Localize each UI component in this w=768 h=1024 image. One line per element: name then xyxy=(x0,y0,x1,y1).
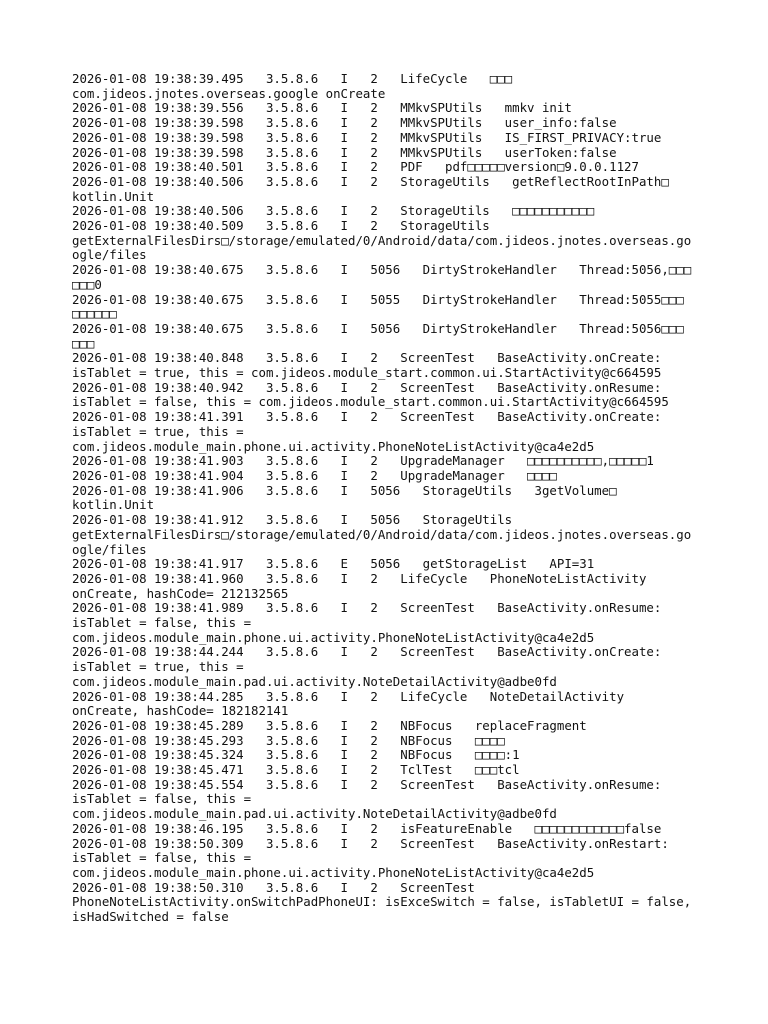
log-entry: 2026-01-08 19:38:45.293 3.5.8.6 I 2 NBFocus □□□□ xyxy=(72,732,505,748)
log-entry: 2026-01-08 19:38:41.960 3.5.8.6 I 2 LifeCycle PhoneNoteListActivity onCreate, hashCode= 212132565 xyxy=(72,570,647,601)
log-entry: 2026-01-08 19:38:40.675 3.5.8.6 I 5055 DirtyStrokeHandler Thread:5055□□□ □□□□□□ xyxy=(72,291,684,322)
log-entry: 2026-01-08 19:38:40.509 3.5.8.6 I 2 StorageUtils getExternalFilesDirs□/storage/emulated/0/Android/data/com.jideos.jnotes.overseas.go ogle/files xyxy=(72,218,692,263)
log-entry: 2026-01-08 19:38:40.506 3.5.8.6 I 2 StorageUtils getReflectRootInPath□ kotlin.Unit xyxy=(72,173,669,204)
log-page xyxy=(72,72,712,925)
log-entry: 2026-01-08 19:38:41.917 3.5.8.6 E 5056 getStorageList API=31 xyxy=(72,556,595,572)
log-entry: 2026-01-08 19:38:41.904 3.5.8.6 I 2 UpgradeManager □□□□ xyxy=(72,467,557,483)
log-entry: 2026-01-08 19:38:39.556 3.5.8.6 I 2 MMkvSPUtils mmkv init xyxy=(72,100,572,116)
log-entry: 2026-01-08 19:38:41.912 3.5.8.6 I 5056 StorageUtils getExternalFilesDirs□/storage/emulated/0/Android/data/com.jideos.jnotes.overseas.go ogle/files xyxy=(72,512,692,557)
log-entry: 2026-01-08 19:38:40.675 3.5.8.6 I 5056 DirtyStrokeHandler Thread:5056□□□ □□□ xyxy=(72,320,684,351)
log-entry: 2026-01-08 19:38:40.942 3.5.8.6 I 2 ScreenTest BaseActivity.onResume: isTablet = false, this = com.jideos.module_start.common.ui.StartActivity@c664595 xyxy=(72,379,669,410)
log-entry: 2026-01-08 19:38:50.309 3.5.8.6 I 2 ScreenTest BaseActivity.onRestart: isTablet = false, this = com.jideos.module_main.phone.ui.activity.PhoneNoteListActivity@ca4e2d5 xyxy=(72,835,669,880)
log-entry: 2026-01-08 19:38:39.598 3.5.8.6 I 2 MMkvSPUtils IS_FIRST_PRIVACY:true xyxy=(72,129,662,145)
log-entry: 2026-01-08 19:38:40.501 3.5.8.6 I 2 PDF pdf□□□□□version□9.0.0.1127 xyxy=(72,159,639,175)
log-entry: 2026-01-08 19:38:44.285 3.5.8.6 I 2 LifeCycle NoteDetailActivity onCreate, hashCode= 182182141 xyxy=(72,688,625,719)
log-entry: 2026-01-08 19:38:41.391 3.5.8.6 I 2 ScreenTest BaseActivity.onCreate: isTablet = true, this = com.jideos.module_main.phone.ui.activity.PhoneNoteListActivity@ca4e2d5 xyxy=(72,409,662,454)
log-entry: 2026-01-08 19:38:39.598 3.5.8.6 I 2 MMkvSPUtils user_info:false xyxy=(72,115,617,131)
log-entry: 2026-01-08 19:38:39.495 3.5.8.6 I 2 LifeCycle □□□ com.jideos.jnotes.overseas.google onCreate xyxy=(72,71,513,101)
log-entry: 2026-01-08 19:38:40.506 3.5.8.6 I 2 StorageUtils □□□□□□□□□□□ xyxy=(72,203,595,219)
log-entry: 2026-01-08 19:38:41.989 3.5.8.6 I 2 ScreenTest BaseActivity.onResume: isTablet = false, this = com.jideos.module_main.phone.ui.activity.PhoneNoteListActivity@ca4e2d5 xyxy=(72,600,662,645)
log-entry: 2026-01-08 19:38:45.289 3.5.8.6 I 2 NBFocus replaceFragment xyxy=(72,717,587,733)
log-entry: 2026-01-08 19:38:39.598 3.5.8.6 I 2 MMkvSPUtils userToken:false xyxy=(72,144,617,160)
log-entry: 2026-01-08 19:38:40.675 3.5.8.6 I 5056 DirtyStrokeHandler Thread:5056,□□□ □□□0 xyxy=(72,262,692,292)
log-entry: 2026-01-08 19:38:45.324 3.5.8.6 I 2 NBFocus □□□□:1 xyxy=(72,747,520,763)
log-entry: 2026-01-08 19:38:45.554 3.5.8.6 I 2 ScreenTest BaseActivity.onResume: isTablet = false, this = com.jideos.module_main.pad.ui.activity.NoteDetailActivity@adbe0fd xyxy=(72,776,662,822)
log-entry: 2026-01-08 19:38:41.906 3.5.8.6 I 5056 StorageUtils 3getVolume□ kotlin.Unit xyxy=(72,482,617,513)
log-entry: 2026-01-08 19:38:46.195 3.5.8.6 I 2 isFeatureEnable □□□□□□□□□□□□false xyxy=(72,820,662,836)
log-text xyxy=(72,72,712,925)
log-entry: 2026-01-08 19:38:50.310 3.5.8.6 I 2 ScreenTest PhoneNoteListActivity.onSwitchPadPhoneUI: isExceSwitch = false, isTabletUI = false, isHadSwitched = false xyxy=(72,879,692,925)
log-entry: 2026-01-08 19:38:45.471 3.5.8.6 I 2 TclTest □□□tcl xyxy=(72,762,520,778)
log-entry: 2026-01-08 19:38:44.244 3.5.8.6 I 2 ScreenTest BaseActivity.onCreate: isTablet = true, this = com.jideos.module_main.pad.ui.activity.NoteDetailActivity@adbe0fd xyxy=(72,644,662,689)
log-entry: 2026-01-08 19:38:41.903 3.5.8.6 I 2 UpgradeManager □□□□□□□□□□,□□□□□1 xyxy=(72,453,654,469)
log-entry: 2026-01-08 19:38:40.848 3.5.8.6 I 2 ScreenTest BaseActivity.onCreate: isTablet = true, this = com.jideos.module_start.common.ui.StartActivity@c664595 xyxy=(72,350,662,381)
